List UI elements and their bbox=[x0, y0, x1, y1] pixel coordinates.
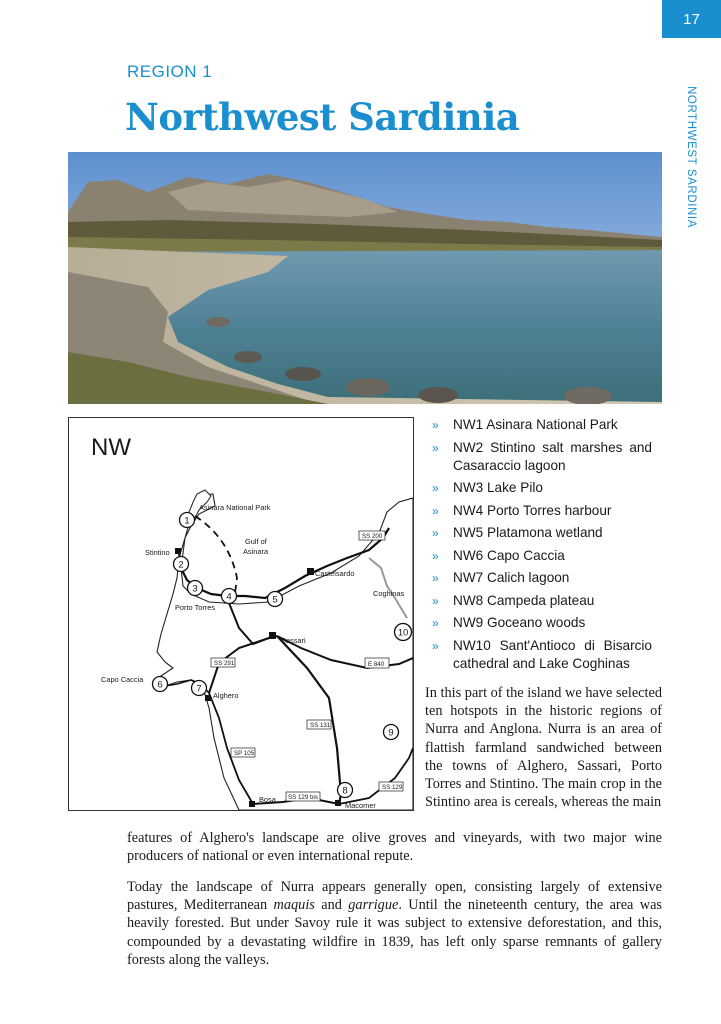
svg-text:1: 1 bbox=[184, 515, 190, 527]
svg-text:9: 9 bbox=[388, 727, 394, 739]
label-gulf-2: Asinara bbox=[243, 547, 269, 556]
body-paragraph-1-part-2: features of Alghero's landscape are olive groves and vineyards, with two major wine producers of national or even international repute. bbox=[127, 830, 662, 865]
svg-text:4: 4 bbox=[226, 591, 232, 603]
hotspot-5 bbox=[268, 592, 283, 607]
road-sp105: SP 105 bbox=[234, 750, 255, 757]
list-item: » NW7 Calich lagoon bbox=[432, 570, 570, 585]
hotspot-7 bbox=[192, 681, 207, 696]
svg-text:5: 5 bbox=[272, 594, 278, 606]
road-ss200: SS 200 bbox=[362, 533, 383, 540]
label-porto-torres: Porto Torres bbox=[175, 603, 216, 612]
chevron-right-icon: » bbox=[432, 593, 439, 608]
region-label: REGION 1 bbox=[127, 62, 213, 81]
hotspot-9 bbox=[384, 725, 399, 740]
road-ss131: SS 131 bbox=[310, 722, 331, 729]
body-paragraph-1-part-1: In this part of the island we have selected ten hotspots in the historic regions of Nurra and Anglona. Nurra is an area of flattish farmland sandwiched between the towns of Alghero, Sassari, Porto Torres and Stintino. The main crop in the Stintino area is cereals, whereas the main bbox=[425, 685, 662, 811]
hotspot-6 bbox=[153, 677, 168, 692]
body-paragraph-2: Today the landscape of Nurra appears generally open, consisting largely of extensive pastures, Mediterranean maquis and garrigue. Until the nineteenth century, the area was heavily forested. But under Savoy rule it was subject to extensive deforestation, and this, compounded by a devastating wildfire in 1839, has left only sparse remnants of gallery forests along the valleys. bbox=[127, 879, 662, 968]
svg-text:3: 3 bbox=[192, 583, 198, 595]
list-item: » NW4 Porto Torres harbour bbox=[432, 502, 612, 518]
chevron-right-icon: » bbox=[432, 503, 439, 518]
label-capo-caccia: Capo Caccia bbox=[101, 675, 144, 684]
label-castelsardo: Castelsardo bbox=[315, 569, 355, 578]
hotspot-1 bbox=[180, 513, 195, 528]
chevron-right-icon: » bbox=[432, 526, 439, 540]
hotspot-10 bbox=[395, 624, 412, 641]
label-stintino: Stintino bbox=[145, 548, 170, 557]
hotspot-list bbox=[432, 416, 652, 677]
region-map bbox=[68, 417, 414, 811]
sardinia-landmass bbox=[157, 494, 413, 810]
list-item: » NW6 Capo Caccia bbox=[432, 547, 565, 563]
list-item: » NW8 Campeda plateau bbox=[432, 592, 595, 608]
hotspot-3 bbox=[188, 581, 203, 596]
label-coghinas: Coghinas bbox=[373, 589, 405, 598]
road-ss129: SS 129 bbox=[382, 784, 403, 791]
svg-text:8: 8 bbox=[342, 785, 348, 797]
castelsardo-marker bbox=[307, 568, 314, 575]
side-tab-label: NORTHWEST SARDINIA bbox=[685, 86, 697, 228]
sassari-marker bbox=[269, 632, 276, 639]
list-item: » NW2 Stintino salt marshes and Casaraccio lagoon bbox=[432, 439, 652, 473]
road-ss129bis: SS 129 bis bbox=[288, 794, 318, 801]
list-item: » NW9 Goceano woods bbox=[432, 615, 586, 630]
road-ss291: SS 291 bbox=[214, 660, 235, 667]
chevron-right-icon: » bbox=[432, 548, 439, 563]
chevron-right-icon: » bbox=[432, 616, 439, 630]
label-alghero: Alghero bbox=[213, 691, 239, 700]
page-title: Northwest Sardinia bbox=[125, 95, 520, 139]
list-item: » NW1 Asinara National Park bbox=[432, 417, 618, 432]
label-bosa: Bosa bbox=[259, 795, 276, 804]
side-tab bbox=[680, 86, 702, 236]
label-sassari: Sassari bbox=[281, 636, 306, 645]
page-number: 17 bbox=[662, 0, 721, 38]
svg-text:10: 10 bbox=[397, 627, 409, 639]
list-item: » NW10 Sant'Antioco di Bisarcio cathedral and Lake Coghinas bbox=[432, 637, 652, 671]
label-macomer: Macomer bbox=[345, 801, 376, 810]
hotspot-4 bbox=[222, 589, 237, 604]
list-item: » NW5 Platamona wetland bbox=[432, 525, 603, 540]
map-corner-label: NW bbox=[91, 434, 131, 461]
landscape-photo-art bbox=[68, 152, 662, 404]
hotspot-8 bbox=[338, 783, 353, 798]
ferry-route bbox=[195, 516, 237, 593]
hotspot-2 bbox=[174, 557, 189, 572]
chevron-right-icon: » bbox=[432, 481, 439, 495]
label-gulf-1: Gulf of bbox=[245, 537, 267, 546]
svg-text:6: 6 bbox=[157, 679, 163, 691]
road-e840: E 840 bbox=[368, 661, 385, 668]
region-map-art bbox=[69, 418, 413, 810]
svg-text:7: 7 bbox=[196, 683, 202, 695]
chevron-right-icon: » bbox=[432, 418, 439, 432]
landscape-photo bbox=[68, 152, 662, 404]
list-item: » NW3 Lake Pilo bbox=[432, 480, 543, 495]
chevron-right-icon: » bbox=[432, 638, 439, 653]
svg-text:2: 2 bbox=[178, 559, 184, 571]
chevron-right-icon: » bbox=[432, 440, 439, 455]
label-asinara: Asinara National Park bbox=[199, 503, 271, 512]
chevron-right-icon: » bbox=[432, 571, 439, 585]
